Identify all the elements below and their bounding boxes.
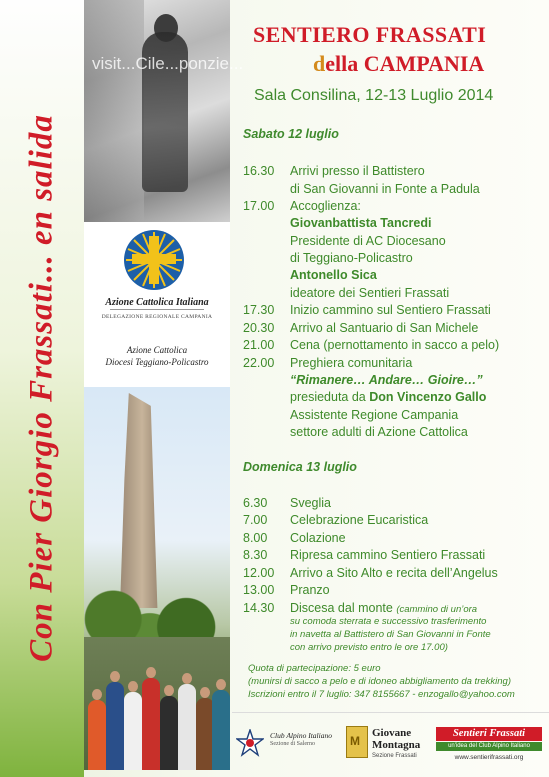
- celebrant-role: settore adulti di Azione Cattolica: [290, 425, 468, 439]
- activity-note: su comoda sterrata e successivo trasferimento: [290, 616, 487, 627]
- activity: Ripresa cammino Sentiero Frassati: [290, 548, 486, 562]
- activity-note: (cammino di un’ora: [396, 604, 478, 615]
- time: 14.30: [243, 601, 275, 615]
- day-label-sunday: Domenica 13 luglio: [243, 460, 357, 474]
- time: 6.30: [243, 496, 268, 510]
- schedule-row: [243, 321, 478, 335]
- schedule-row: [243, 303, 491, 317]
- activity: Accoglienza:: [290, 199, 361, 213]
- activity-cont: di San Giovanni in Fonte a Padula: [290, 182, 480, 196]
- photo-watermark: visit...Cile...ponzie...: [92, 54, 244, 73]
- rock-face: [84, 0, 144, 222]
- title-rest: ella CAMPANIA: [325, 51, 485, 76]
- schedule-row: [243, 356, 412, 370]
- activity: Arrivo a Sito Alto e recita dell’Angelus: [290, 566, 498, 580]
- title-line2: [313, 51, 484, 77]
- hiker: [178, 684, 196, 770]
- registration-info: Iscrizioni entro il 7 luglio: 347 8155667 - enzogallo@yahoo.com: [248, 689, 515, 700]
- schedule-row: [243, 199, 361, 213]
- schedule-row: [243, 531, 346, 545]
- schedule-row: [243, 566, 498, 580]
- activity: Colazione: [290, 531, 346, 545]
- title-d: d: [313, 51, 326, 76]
- gm-line1: Giovane: [372, 727, 412, 739]
- azione-cattolica-logo-block: [84, 222, 230, 387]
- prayer-quote: “Rimanere… Andare… Gioire…”: [290, 373, 483, 387]
- schedule-row: [243, 601, 477, 615]
- activity: Sveglia: [290, 496, 331, 510]
- time: 7.00: [243, 513, 268, 527]
- activity-note: con arrivo previsto entro le ore 17.00): [290, 642, 448, 653]
- giovane-montagna-icon: [346, 726, 368, 758]
- frassati-photo: [84, 0, 230, 222]
- tower-and-group-photo: [84, 387, 230, 770]
- hikers-group: [84, 637, 230, 770]
- ac-divider: [110, 309, 204, 310]
- activity: Arrivo al Santuario di San Michele: [290, 321, 479, 335]
- ruined-tower: [120, 393, 164, 608]
- cai-section: Sezione di Salerno: [270, 741, 315, 747]
- ac-diocese: [84, 344, 230, 368]
- sf-url[interactable]: www.sentierifrassati.org: [454, 754, 524, 761]
- title-line1: SENTIERO FRASSATI: [253, 22, 487, 47]
- time: 12.00: [243, 566, 275, 580]
- celebrant: [290, 390, 486, 404]
- day-label-saturday: Sabato 12 luglio: [243, 127, 339, 141]
- ac-delegation: DELEGAZIONE REGIONALE CAMPANIA: [101, 314, 213, 320]
- ac-diocese-line2: Diocesi Teggiano-Policastro: [105, 357, 209, 367]
- ac-diocese-line1: Azione Cattolica: [126, 345, 188, 355]
- hiker: [106, 682, 124, 770]
- giovane-montagna-logo-block: [346, 724, 426, 766]
- gear-info: (munirsi di sacco a pelo e di idoneo abbigliamento da trekking): [248, 676, 511, 687]
- time: 17.00: [243, 199, 275, 213]
- gm-line3: Sezione Frassati: [372, 753, 417, 759]
- activity: Cena (pernottamento in sacco a pelo): [290, 338, 500, 352]
- ac-name: Azione Cattolica Italiana: [105, 297, 209, 308]
- activity: Discesa dal monte: [290, 601, 393, 615]
- hiker: [212, 690, 230, 770]
- gm-line2: Montagna: [372, 739, 421, 751]
- activity: Celebrazione Eucaristica: [290, 513, 429, 527]
- time: 8.00: [243, 531, 268, 545]
- celebrant-name: Don Vincenzo Gallo: [369, 390, 487, 404]
- activity: Preghiera comunitaria: [290, 356, 413, 370]
- time: 8.30: [243, 548, 268, 562]
- time: 21.00: [243, 338, 275, 352]
- hiker: [160, 696, 178, 770]
- hiker: [88, 700, 106, 770]
- schedule-row: [243, 338, 499, 352]
- sponsor-divider: [232, 712, 549, 713]
- time: 20.30: [243, 321, 275, 335]
- event-location-date: Sala Consilina, 12-13 Luglio 2014: [254, 87, 494, 104]
- schedule-row: [243, 164, 425, 178]
- vertical-slogan: Con Pier Giorgio Frassati... en salida: [23, 114, 60, 662]
- speaker-name: Antonello Sica: [290, 268, 377, 282]
- fee-info: Quota di partecipazione: 5 euro: [248, 663, 381, 674]
- hiker: [124, 692, 142, 770]
- hiker: [142, 678, 160, 770]
- speaker-role: Presidente di AC Diocesano: [290, 234, 446, 248]
- time: 22.00: [243, 356, 275, 370]
- schedule-row: [243, 513, 428, 527]
- azione-cattolica-cross-icon: [122, 228, 186, 292]
- celebrant-pre: presieduta da: [290, 390, 370, 404]
- cai-star-icon: [236, 729, 264, 757]
- schedule-row: [243, 496, 331, 510]
- time: 16.30: [243, 164, 275, 178]
- sf-tagline: un'idea del Club Alpino Italiano: [436, 742, 542, 751]
- sf-title: Sentieri Frassati: [436, 727, 542, 741]
- time: 17.30: [243, 303, 275, 317]
- activity: Arrivi presso il Battistero: [290, 164, 425, 178]
- speaker-role: di Teggiano-Policastro: [290, 251, 413, 265]
- schedule-row: [243, 548, 485, 562]
- celebrant-role: Assistente Regione Campania: [290, 408, 459, 422]
- sentieri-frassati-logo-block: [436, 727, 542, 765]
- schedule-row: [243, 583, 330, 597]
- cai-name: Club Alpino Italiano: [270, 731, 332, 740]
- activity: Inizio cammino sul Sentiero Frassati: [290, 303, 491, 317]
- speaker-name: Giovanbattista Tancredi: [290, 216, 432, 230]
- speaker-role: ideatore dei Sentieri Frassati: [290, 286, 450, 300]
- time: 13.00: [243, 583, 275, 597]
- activity: Pranzo: [290, 583, 330, 597]
- activity-note: in navetta al Battistero di San Giovanni in Fonte: [290, 629, 491, 640]
